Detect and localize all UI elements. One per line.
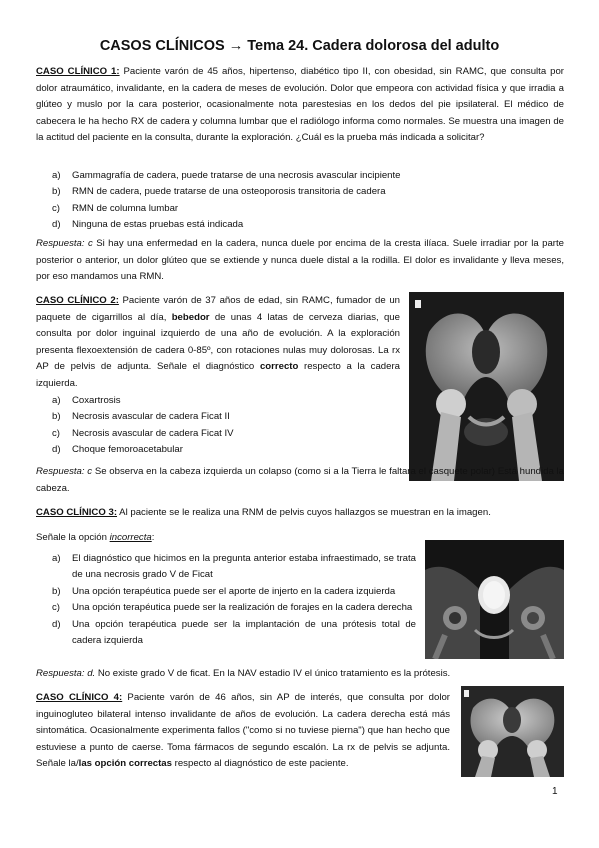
case1-option-d: d) Ninguna de estas pruebas está indicada [52,219,244,231]
case1-statement [36,64,564,147]
case1-answer-text: Si hay una enfermedad en la cadera, nunca duele por encima de la cresta ilíaca. Suele irradiar por la parte posterior o anterior, un dolor glúteo que se extiende y nunca duele distal a la rodilla. El dolor es invalidante y lleva meses, por eso mandamos una RMN. [36,238,564,283]
case2-option-a: a) Coxartrosis [52,395,121,406]
page-title: CASOS CLÍNICOS → Tema 24. Cadera dolorosa del adulto [99,38,500,54]
case3-option-d: d) Una opción terapéutica puede ser la implantación de una prótesis total de cadera izquierda [52,618,416,647]
case3-label: CASO CLÍNICO 3: [36,507,118,518]
case1-option-b: b) RMN de cadera, puede tratarse de una osteoporosis transitoria de cadera [52,186,386,198]
case3-options [36,551,416,649]
case4-statement: CASO CLÍNICO 4: Paciente varón de 46 años, sin AP de interés, que consulta por dolor inguinogluteo bilateral intenso invalidante de años de evolución. La cadera derecha está más sintomática. Ocasionalmente experimenta fallos ("como si no tuviese pierna") que han hecho que estuviese a punto de caerse. Toma fármacos de segundo escalón. La rx de pelvis se adjunta. Señale la/las opción correctas respecto al diagnóstico de este paciente. [36,692,450,770]
case1-option-a: a) Gammagrafía de cadera, puede tratarse de una necrosis avascular incipiente [52,170,401,181]
case3-option-c: c) Una opción terapéutica puede ser la realización de forajes en la cadera derecha [52,602,413,614]
case4-label: CASO CLÍNICO 4: [36,692,123,703]
case3-option-b: b) Una opción terapéutica puede ser el aporte de injerto en la cadera izquierda [52,585,396,597]
case1-label: CASO CLÍNICO 1: [36,66,120,77]
case2-answer [36,464,564,497]
case3-statement [36,505,564,522]
case1-text: Paciente varón de 45 años, hipertenso, diabético tipo II, con obesidad, sin RAMC, que consulta por dolor atraumático, invalidante, en la cadera de meses de evolución. Dolor que empeora con actividad física y que irradia a glúteo y muslo por la cara posterior, ocasionalmente nota parestesias en los dedos del pie ipsilateral. El médico de cabecera le ha hecho RX de cadera y columna lumbar que el radiólogo informa como normales. Se muestra una imagen de la actitud del paciente en la consulta, durante la exploración. ¿Cuál es la prueba más indicada a solicitar? [36,66,564,144]
case2-answer-label: Respuesta: c [36,466,93,477]
pelvis-xray-image [409,292,564,481]
case2-option-c: c) Necrosis avascular de cadera Ficat IV [52,427,234,439]
case2-option-b: b) Necrosis avascular de cadera Ficat II [52,411,230,423]
case2-option-d: d) Choque femoroacetabular [52,444,183,456]
case1-answer-label: Respuesta: c [36,238,93,249]
case2-answer-text: Se observa en la cabeza izquierda un colapso (como si a la Tierra le faltara el casquete polar) Está hundida la cabeza. [36,466,564,494]
pelvis-mri-image [425,540,564,659]
case1-option-c: c) RMN de columna lumbar [52,202,179,214]
case3-answer [36,666,564,683]
case3-text: Al paciente se le realiza una RNM de pelvis cuyos hallazgos se muestran en la imagen. [117,507,491,518]
case3-option-a: a) El diagnóstico que hicimos en la pregunta anterior estaba infraestimado, se trata de una necrosis grado V de Ficat [52,553,416,581]
case3-answer-label: Respuesta: d. [36,668,96,679]
case2-label: CASO CLÍNICO 2: [36,295,119,306]
case3-answer-text: No existe grado V de ficat. En la NAV estadio IV el único tratamiento es la prótesis. [95,668,451,679]
case2-options [36,393,400,459]
case2-statement: CASO CLÍNICO 2: Paciente varón de 37 años de edad, sin RAMC, fumador de un paquete de cigarrillos al día, bebedor de unas 4 latas de cerveza diarias, que consulta por dolor inguinal izquierdo de una año de evolución. A la exploración presenta flexoextensión de cadera 0-85º, con rotaciones nulas muy dolorosas. La rx AP de pelvis de adjunta. Señale el diagnóstico correcto respecto a la cadera izquierda. [36,295,400,389]
pelvis-xray-image-2 [461,686,564,777]
case1-options [36,168,564,234]
case1-answer [36,236,564,286]
case3-prompt: Señale la opción incorrecta: [36,532,155,543]
page-number: 1 [552,786,558,797]
